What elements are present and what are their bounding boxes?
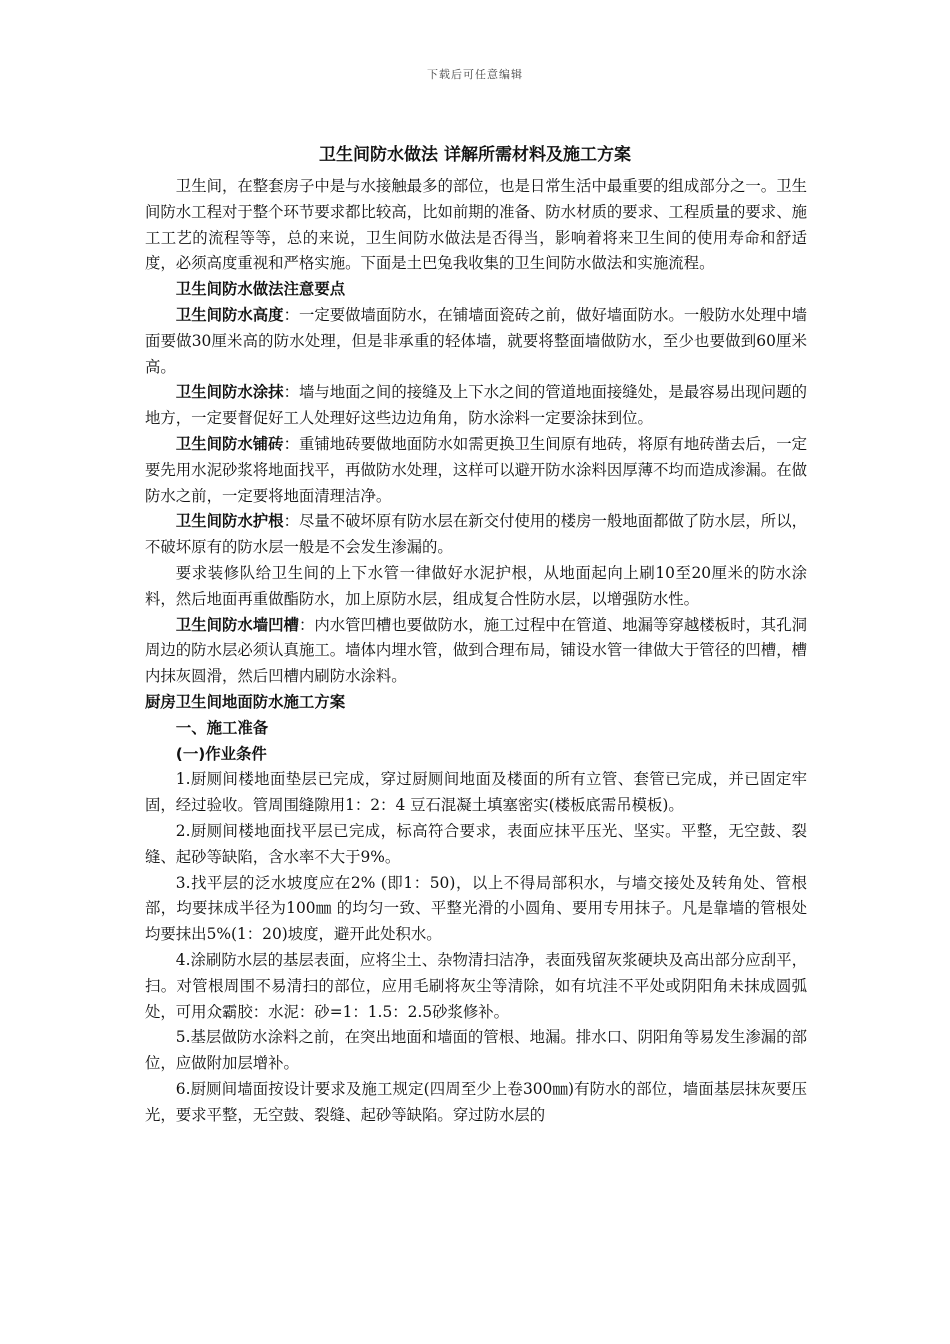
point-text: ：内水管凹槽也要做防水，施工过程中在管道、地漏等穿越楼板时，其孔洞周边的防水层必须认真施工。墙体内埋水管，做到合理布局，铺设水管一律做大于管径的凹槽，槽内抹灰圆滑，然后凹槽内刷防水涂料。: [145, 615, 807, 686]
point-paragraph: [145, 432, 807, 509]
body-paragraph: 要求装修队给卫生间的上下水管一律做好水泥护根，从地面起向上刷10至20厘米的防水涂料，然后地面再重做酯防水，加上原防水层，组成复合性防水层，以增强防水性。: [145, 563, 807, 608]
point-paragraph: [145, 303, 807, 380]
point-text: ：尽量不破坏原有防水层在新交付使用的楼房一般地面都做了防水层，所以，不破坏原有的防水层一般是不会发生渗漏的。: [145, 512, 807, 557]
section-heading: 厨房卫生间地面防水施工方案: [145, 692, 346, 711]
subheading: 一、施工准备: [175, 718, 269, 737]
list-item: 5.基层做防水涂料之前，在突出地面和墙面的管根、地漏。排水口、阴阳角等易发生渗漏的部位，应做附加层增补。: [145, 1028, 807, 1073]
list-item: 2.厨厕间楼地面找平层已完成，标高符合要求，表面应抹平压光、坚实。平整，无空鼓、裂缝、起砂等缺陷，含水率不大于9%。: [145, 821, 807, 866]
point-label: 卫生间防水高度: [175, 305, 284, 324]
document-body: [145, 174, 807, 1128]
point-paragraph: [145, 509, 807, 561]
point-text: ：重铺地砖要做地面防水如需更换卫生间原有地砖，将原有地砖凿去后，一定要先用水泥砂浆将地面找平，再做防水处理，这样可以避开防水涂料因厚薄不均而造成渗漏。在做防水之前，一定要将地面清理洁净。: [145, 434, 807, 505]
list-item: 3.找平层的泛水坡度应在2% (即1：50)，以上不得局部积水，与墙交接处及转角处、管根部，均要抹成半径为100㎜ 的均匀一致、平整光滑的小圆角、要用专用抹子。凡是靠墙的管根处均要抹出5%(1：20)坡度，避开此处积水。: [145, 873, 807, 944]
section-heading: 卫生间防水做法注意要点: [175, 280, 346, 299]
list-item: 6.厨厕间墙面按设计要求及施工规定(四周至少上卷300㎜)有防水的部位，墙面基层抹灰要压光，要求平整，无空鼓、裂缝、起砂等缺陷。穿过防水层的: [145, 1079, 807, 1124]
point-label: 卫生间防水护根: [175, 512, 284, 531]
page-title: 卫生间防水做法 详解所需材料及施工方案: [319, 145, 631, 165]
point-text: ：一定要做墙面防水，在铺墙面瓷砖之前，做好墙面防水。一般防水处理中墙面要做30厘米高的防水处理，但是非承重的轻体墙，就要将整面墙做防水，至少也要做到60厘米高。: [145, 305, 807, 376]
intro-paragraph: 卫生间，在整套房子中是与水接触最多的部位，也是日常生活中最重要的组成部分之一。卫生间防水工程对于整个环节要求都比较高，比如前期的准备、防水材质的要求、工程质量的要求、施工工艺的流程等等，总的来说，卫生间防水做法是否得当，影响着将来卫生间的使用寿命和舒适度，必须高度重视和严格实施。下面是土巴兔我收集的卫生间防水做法和实施流程。: [145, 177, 807, 273]
point-text: ：墙与地面之间的接缝及上下水之间的管道地面接缝处，是最容易出现问题的地方，一定要督促好工人处理好这些边边角角，防水涂料一定要涂抹到位。: [145, 383, 807, 428]
list-item: 1.厨厕间楼地面垫层已完成，穿过厨厕间地面及楼面的所有立管、套管已完成，并已固定牢固，经过验收。管周围缝隙用1：2：4 豆石混凝土填塞密实(楼板底需吊模板)。: [145, 770, 807, 815]
download-note: 下载后可任意编辑: [427, 68, 523, 81]
point-paragraph: [145, 613, 807, 690]
point-label: 卫生间防水涂抹: [175, 383, 284, 402]
list-item: 4.涂刷防水层的基层表面，应将尘土、杂物清扫洁净，表面残留灰浆硬块及高出部分应刮平，扫。对管根周围不易清扫的部位，应用毛刷将灰尘等清除，如有坑洼不平处或阴阳角未抹成圆弧处，可用众霸胶：水泥：砂=1：1.5：2.5砂浆修补。: [145, 950, 807, 1021]
point-paragraph: [145, 380, 807, 432]
point-label: 卫生间防水铺砖: [175, 434, 284, 453]
subheading: (一)作业条件: [175, 744, 267, 763]
point-label: 卫生间防水墙凹槽: [175, 615, 299, 634]
